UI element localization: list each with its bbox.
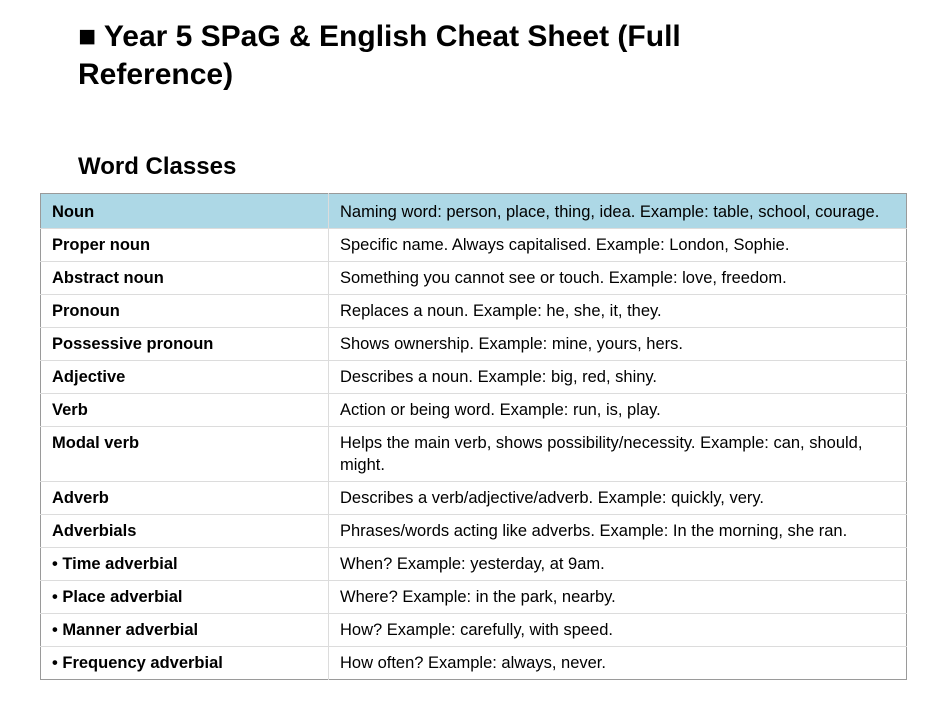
definition-cell: Phrases/words acting like adverbs. Example: In the morning, she ran.: [329, 515, 907, 548]
table-row: [41, 614, 907, 647]
definition-cell: Describes a noun. Example: big, red, shiny.: [329, 361, 907, 394]
term-cell: Pronoun: [41, 295, 329, 328]
definition-cell: How? Example: carefully, with speed.: [329, 614, 907, 647]
table-row: [41, 394, 907, 427]
term-cell: Abstract noun: [41, 262, 329, 295]
table-row: [41, 361, 907, 394]
table-row: [41, 262, 907, 295]
term-cell: Modal verb: [41, 427, 329, 482]
table-row: [41, 581, 907, 614]
table-row: [41, 515, 907, 548]
table-row: [41, 647, 907, 680]
definition-cell: Action or being word. Example: run, is, play.: [329, 394, 907, 427]
table-row: [41, 295, 907, 328]
term-cell: • Manner adverbial: [41, 614, 329, 647]
table-row: [41, 328, 907, 361]
term-cell: Verb: [41, 394, 329, 427]
table-row: [41, 482, 907, 515]
word-classes-table: [40, 193, 907, 680]
definition-cell: Describes a verb/adjective/adverb. Example: quickly, very.: [329, 482, 907, 515]
table-row: [41, 229, 907, 262]
term-cell: • Place adverbial: [41, 581, 329, 614]
definition-cell: When? Example: yesterday, at 9am.: [329, 548, 907, 581]
term-cell: Adverbials: [41, 515, 329, 548]
term-cell: Possessive pronoun: [41, 328, 329, 361]
definition-cell: Shows ownership. Example: mine, yours, hers.: [329, 328, 907, 361]
table-row: [41, 194, 907, 229]
definition-cell: Something you cannot see or touch. Example: love, freedom.: [329, 262, 907, 295]
section-heading-word-classes: Word Classes: [78, 153, 237, 180]
term-cell: Noun: [41, 194, 329, 229]
definition-cell: Helps the main verb, shows possibility/necessity. Example: can, should, might.: [329, 427, 907, 482]
page-title: ■ Year 5 SPaG & English Cheat Sheet (Full Reference): [78, 20, 681, 91]
term-cell: Adverb: [41, 482, 329, 515]
term-cell: Adjective: [41, 361, 329, 394]
table-row: [41, 548, 907, 581]
definition-cell: Replaces a noun. Example: he, she, it, they.: [329, 295, 907, 328]
term-cell: • Frequency adverbial: [41, 647, 329, 680]
term-cell: • Time adverbial: [41, 548, 329, 581]
definition-cell: How often? Example: always, never.: [329, 647, 907, 680]
term-cell: Proper noun: [41, 229, 329, 262]
definition-cell: Naming word: person, place, thing, idea. Example: table, school, courage.: [329, 194, 907, 229]
table-row: [41, 427, 907, 482]
definition-cell: Specific name. Always capitalised. Example: London, Sophie.: [329, 229, 907, 262]
definition-cell: Where? Example: in the park, nearby.: [329, 581, 907, 614]
